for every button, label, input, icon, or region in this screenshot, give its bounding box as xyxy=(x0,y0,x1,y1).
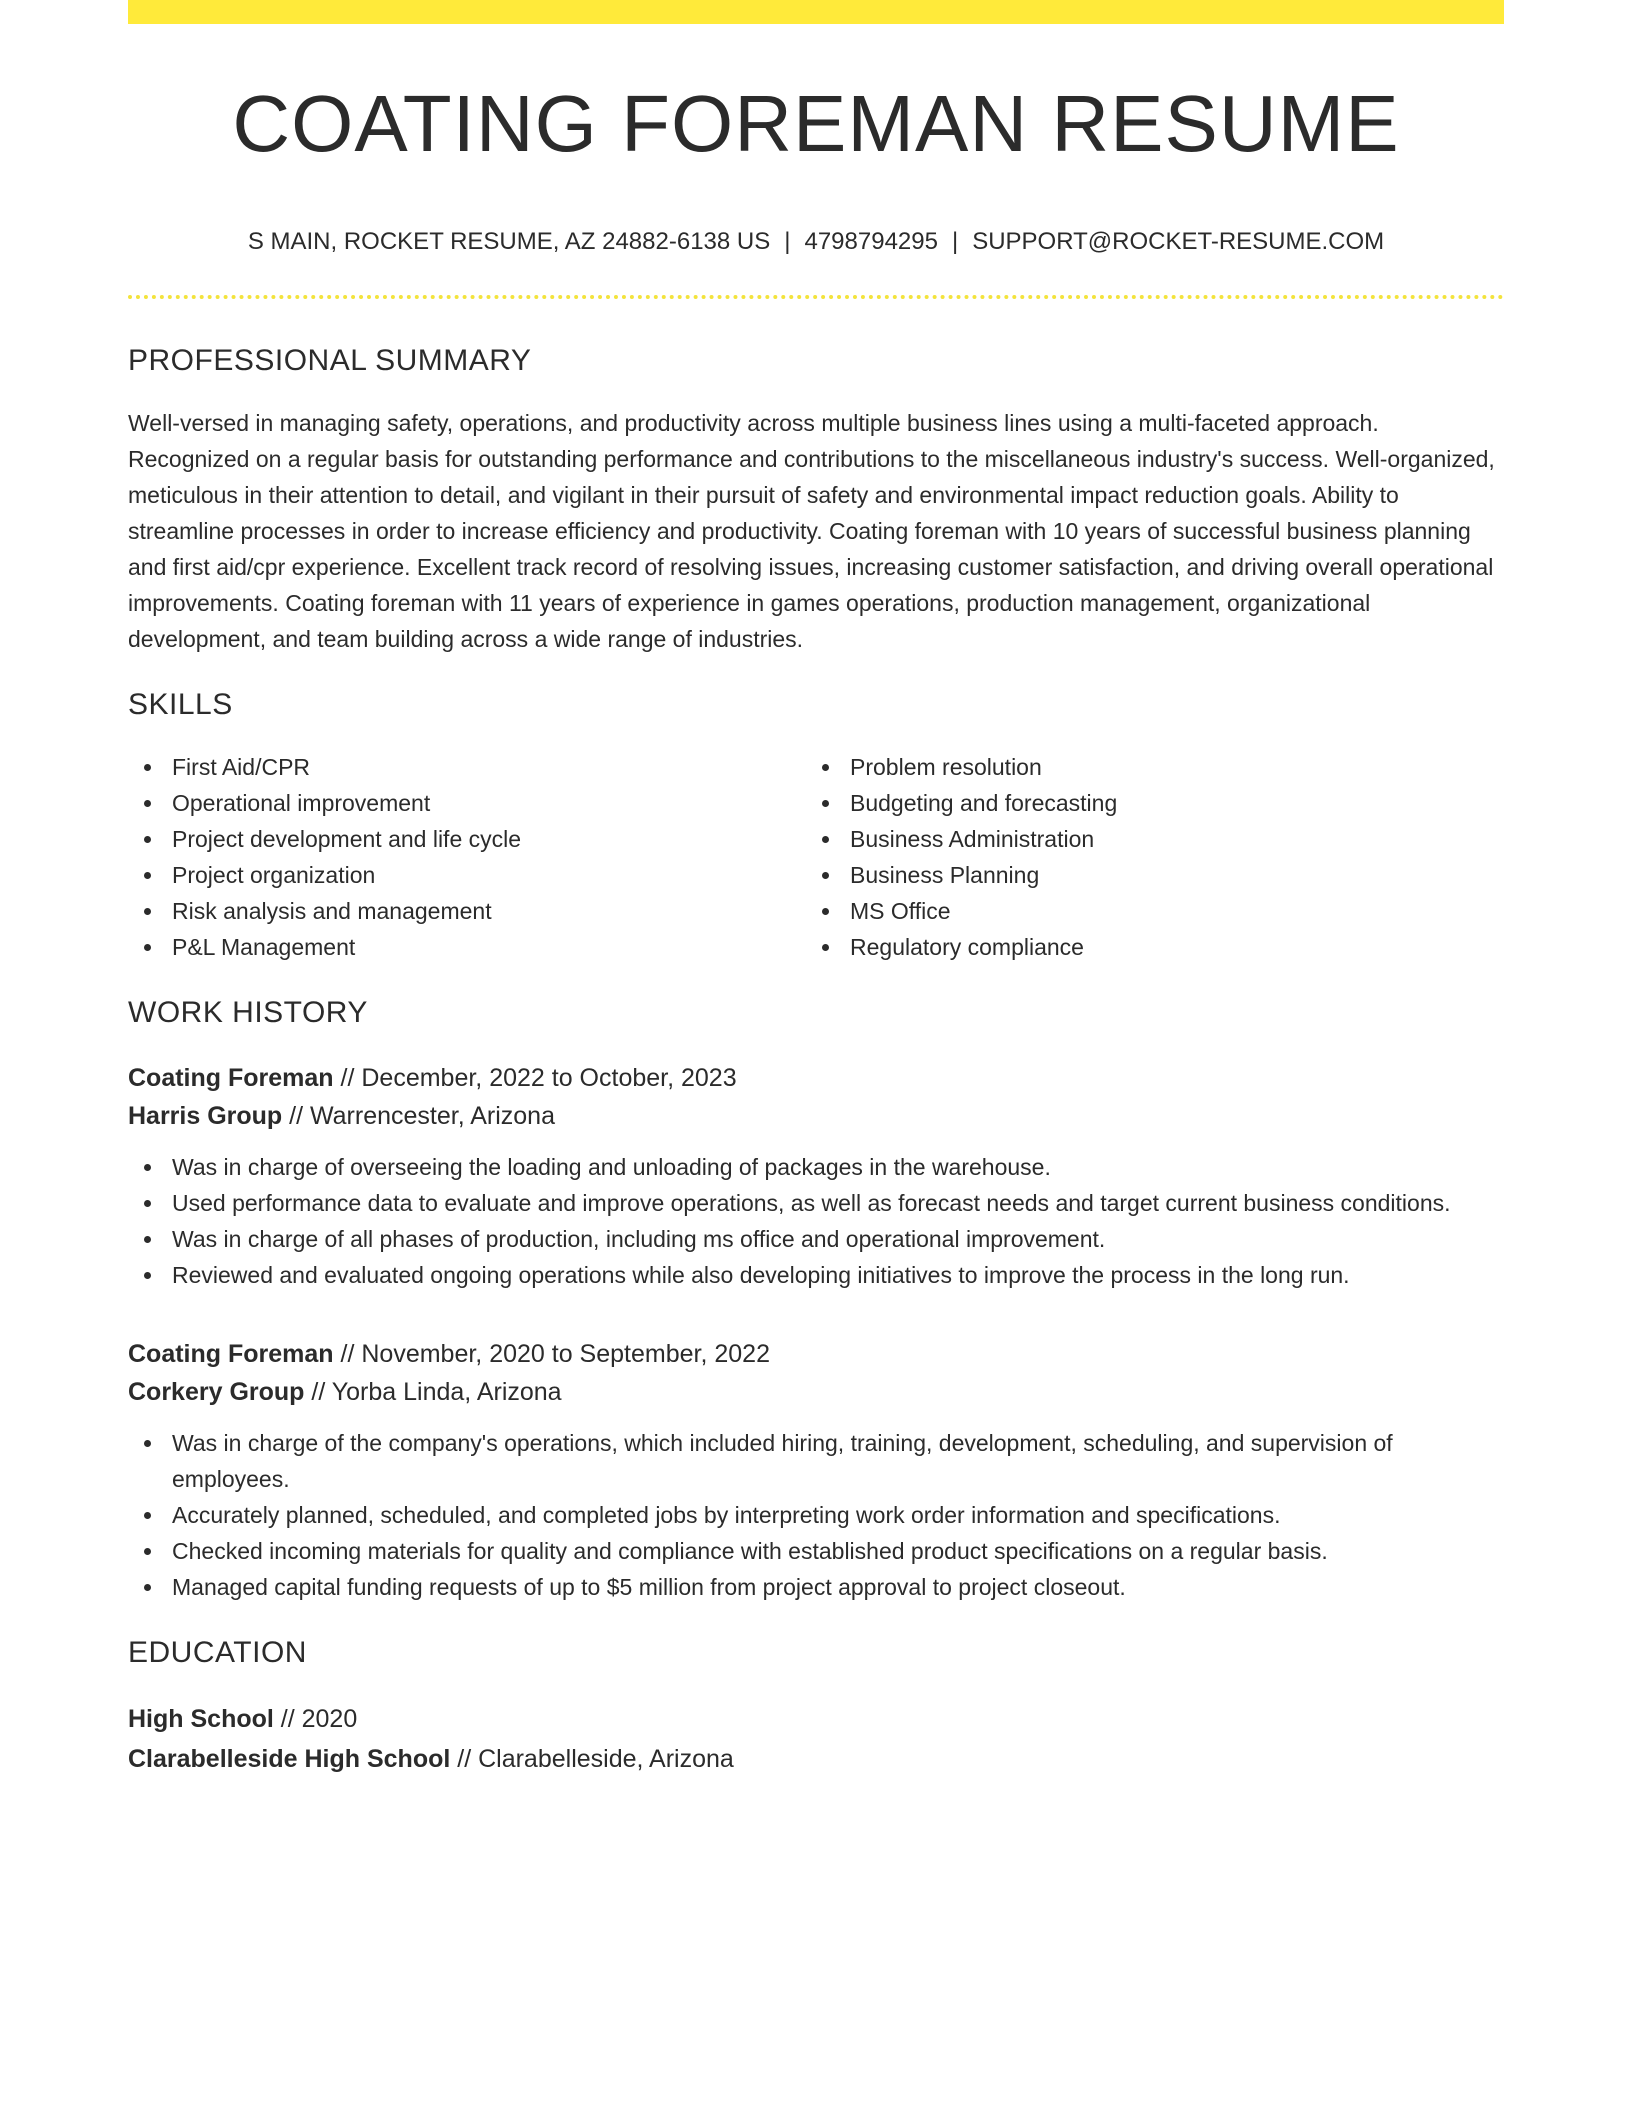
skills-column-left xyxy=(128,749,806,965)
education-degree: High School xyxy=(128,1704,274,1733)
skills-heading: SKILLS xyxy=(128,687,233,721)
resume-page xyxy=(128,0,1504,1779)
skill-item: Risk analysis and management xyxy=(128,893,806,929)
contact-line xyxy=(128,228,1504,257)
skill-item: Operational improvement xyxy=(128,785,806,821)
education-school: Clarabelleside High School xyxy=(128,1744,451,1773)
skill-item: Problem resolution xyxy=(806,749,1484,785)
job-location: // Yorba Linda, Arizona xyxy=(304,1377,562,1406)
work-history-heading: WORK HISTORY xyxy=(128,995,368,1029)
header-divider xyxy=(128,295,1504,299)
contact-separator: | xyxy=(951,228,959,255)
skill-item: Project organization xyxy=(128,857,806,893)
job-bullet: Was in charge of all phases of production, including ms office and operational improvement. xyxy=(128,1221,1504,1257)
skill-item: Business Planning xyxy=(806,857,1484,893)
job-bullet: Was in charge of the company's operations, which included hiring, training, development, scheduling, and supervision of employees. xyxy=(128,1425,1504,1497)
contact-separator: | xyxy=(784,228,791,255)
job-company-line xyxy=(128,1373,1504,1411)
job-entry xyxy=(128,1059,1504,1293)
job-company: Harris Group xyxy=(128,1101,283,1130)
education-school-line xyxy=(128,1739,1504,1779)
job-bullet: Checked incoming materials for quality and compliance with established product specifications on a regular basis. xyxy=(128,1533,1504,1569)
skill-item: Business Administration xyxy=(806,821,1484,857)
skill-item: Regulatory compliance xyxy=(806,929,1484,965)
summary-text: Well-versed in managing safety, operations, and productivity across multiple business lines using a multi-faceted approach. Recognized on a regular basis for outstanding performance and contributions to the miscellaneous industry's success. Well-organized, meticulous in their attention to detail, and vigilant in their pursuit of safety and environmental impact reduction goals. Ability to streamline processes in order to increase efficiency and productivity. Coating foreman with 10 years of successful business planning and first aid/cpr experience. Excellent track record of resolving issues, increasing customer satisfaction, and driving overall operational improvements. Coating foreman with 11 years of experience in games operations, production management, organizational development, and team building across a wide range of industries. xyxy=(128,409,1495,652)
skill-item: First Aid/CPR xyxy=(128,749,806,785)
job-location: // Warrencester, Arizona xyxy=(282,1101,555,1130)
accent-bar xyxy=(128,0,1504,24)
job-bullet: Used performance data to evaluate and improve operations, as well as forecast needs and target current business conditions. xyxy=(128,1185,1504,1221)
education-year: // 2020 xyxy=(273,1704,358,1733)
job-role: Coating Foreman xyxy=(128,1063,334,1092)
job-bullet: Managed capital funding requests of up to $5 million from project approval to project closeout. xyxy=(128,1569,1504,1605)
job-dates: // December, 2022 to October, 2023 xyxy=(333,1063,737,1092)
contact-email: SUPPORT@ROCKET-RESUME.COM xyxy=(972,228,1385,255)
education-entry xyxy=(128,1699,1504,1779)
education-heading: EDUCATION xyxy=(128,1635,307,1669)
skill-item: Budgeting and forecasting xyxy=(806,785,1484,821)
job-entry xyxy=(128,1335,1504,1605)
job-dates: // November, 2020 to September, 2022 xyxy=(333,1339,770,1368)
skill-item: Project development and life cycle xyxy=(128,821,806,857)
job-bullets xyxy=(128,1149,1504,1293)
contact-phone: 4798794295 xyxy=(804,228,938,255)
job-role: Coating Foreman xyxy=(128,1339,334,1368)
resume-title: COATING FOREMAN RESUME xyxy=(232,79,1400,168)
job-company-line xyxy=(128,1097,1504,1135)
skills-column-right xyxy=(806,749,1484,965)
job-bullet: Accurately planned, scheduled, and completed jobs by interpreting work order information and specifications. xyxy=(128,1497,1504,1533)
job-bullets xyxy=(128,1425,1504,1605)
skill-item: MS Office xyxy=(806,893,1484,929)
job-bullet: Reviewed and evaluated ongoing operations while also developing initiatives to improve the process in the long run. xyxy=(128,1257,1504,1293)
job-bullet: Was in charge of overseeing the loading and unloading of packages in the warehouse. xyxy=(128,1149,1504,1185)
summary-heading: PROFESSIONAL SUMMARY xyxy=(128,343,532,377)
skills-list xyxy=(128,749,1504,965)
contact-address: S MAIN, ROCKET RESUME, AZ 24882-6138 US xyxy=(247,228,771,255)
education-degree-line xyxy=(128,1699,1504,1739)
job-title-line xyxy=(128,1335,1504,1373)
skill-item: P&L Management xyxy=(128,929,806,965)
job-title-line xyxy=(128,1059,1504,1097)
education-location: // Clarabelleside, Arizona xyxy=(450,1744,734,1773)
job-company: Corkery Group xyxy=(128,1377,305,1406)
